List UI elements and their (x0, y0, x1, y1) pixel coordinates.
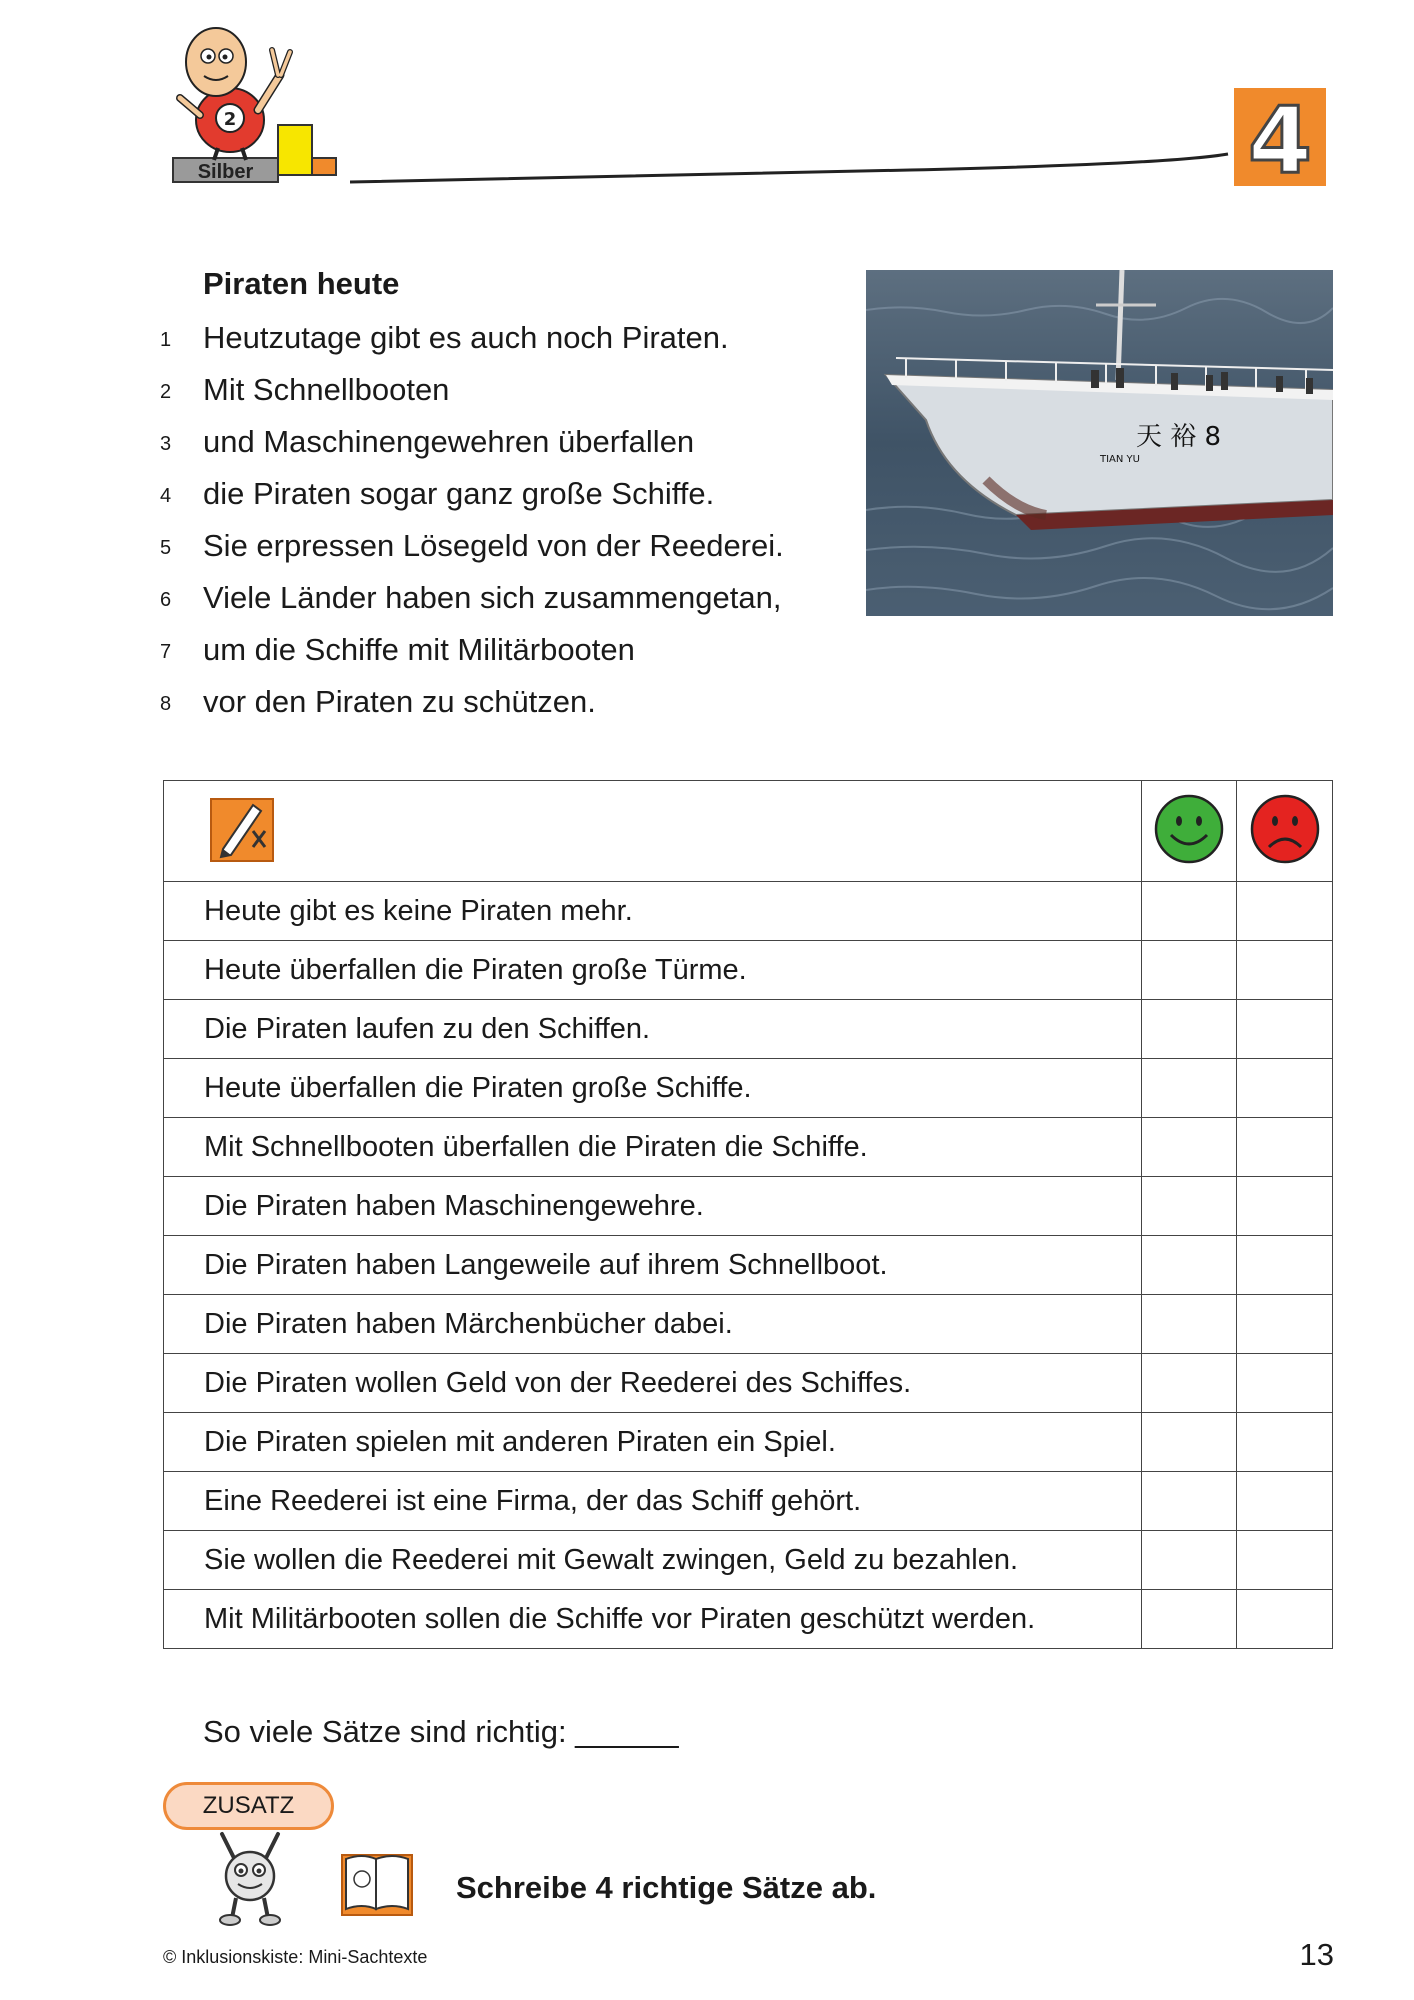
correct-checkbox[interactable] (1141, 1472, 1237, 1531)
happy-face-icon (1153, 852, 1225, 869)
wrong-checkbox[interactable] (1237, 1177, 1333, 1236)
line-text: und Maschinengewehren überfallen (203, 424, 695, 459)
correct-checkbox[interactable] (1141, 1590, 1237, 1649)
level-badge (1230, 80, 1330, 190)
book-icon (340, 1845, 415, 1917)
wrong-checkbox[interactable] (1237, 1590, 1333, 1649)
line-number: 6 (160, 589, 172, 611)
line-text: Heutzutage gibt es auch noch Piraten. (203, 320, 729, 355)
level-number: 4 (1247, 87, 1313, 190)
table-row (164, 1118, 1333, 1177)
table-row (164, 1354, 1333, 1413)
wrong-checkbox[interactable] (1237, 1413, 1333, 1472)
statement-text: Die Piraten haben Langeweile auf ihrem Schnellboot. (164, 1236, 1142, 1295)
line-number: 2 (160, 381, 172, 403)
statement-text: Heute überfallen die Piraten große Türme. (164, 941, 1142, 1000)
table-row (164, 1472, 1333, 1531)
table-row (164, 882, 1333, 941)
extra-task-text: Schreibe 4 richtige Sätze ab. (456, 1870, 877, 1905)
wrong-column-header (1237, 781, 1333, 882)
correct-checkbox[interactable] (1141, 1118, 1237, 1177)
table-row (164, 1000, 1333, 1059)
line-number: 7 (160, 641, 172, 663)
correct-checkbox[interactable] (1141, 941, 1237, 1000)
story-line (160, 468, 860, 520)
line-text: Sie erpressen Lösegeld von der Reederei. (203, 528, 784, 563)
wrong-checkbox[interactable] (1237, 1295, 1333, 1354)
ship-photo (866, 270, 1333, 616)
story-line (160, 416, 860, 468)
statement-text: Sie wollen die Reederei mit Gewalt zwingen, Geld zu bezahlen. (164, 1531, 1142, 1590)
line-text: Viele Länder haben sich zusammengetan, (203, 580, 782, 615)
copyright-text: © Inklusionskiste: Mini-Sachtexte (163, 1947, 428, 1967)
statement-text: Eine Reederei ist eine Firma, der das Schiff gehört. (164, 1472, 1142, 1531)
table-row (164, 1413, 1333, 1472)
statement-text: Die Piraten spielen mit anderen Piraten ein Spiel. (164, 1413, 1142, 1472)
statement-text: Mit Militärbooten sollen die Schiffe vor Piraten geschützt werden. (164, 1590, 1142, 1649)
wrong-checkbox[interactable] (1237, 1118, 1333, 1177)
pencil-icon (209, 795, 275, 868)
correct-checkbox[interactable] (1141, 1059, 1237, 1118)
line-number: 5 (160, 537, 172, 559)
header-divider (350, 150, 1230, 190)
statement-text: Die Piraten haben Märchenbücher dabei. (164, 1295, 1142, 1354)
story-line (160, 624, 860, 676)
wrong-checkbox[interactable] (1237, 1236, 1333, 1295)
robot-mascot-icon (200, 1828, 300, 1928)
line-number: 8 (160, 693, 172, 715)
correct-checkbox[interactable] (1141, 1000, 1237, 1059)
line-number: 1 (160, 329, 172, 351)
correct-column-header (1141, 781, 1237, 882)
sad-face-icon (1249, 852, 1321, 869)
correct-checkbox[interactable] (1141, 882, 1237, 941)
wrong-checkbox[interactable] (1237, 1531, 1333, 1590)
statement-text: Heute überfallen die Piraten große Schiffe. (164, 1059, 1142, 1118)
wrong-checkbox[interactable] (1237, 1000, 1333, 1059)
statement-text: Mit Schnellbooten überfallen die Piraten die Schiffe. (164, 1118, 1142, 1177)
correct-checkbox[interactable] (1141, 1295, 1237, 1354)
task-icon-cell (164, 781, 1142, 882)
correct-checkbox[interactable] (1141, 1177, 1237, 1236)
correct-count-prompt: So viele Sätze sind richtig: ______ (203, 1714, 679, 1749)
quiz-table (163, 780, 1333, 1649)
line-text: vor den Piraten zu schützen. (203, 684, 596, 719)
line-number: 3 (160, 433, 172, 455)
podium-silver-label: Silber (197, 161, 254, 183)
table-row (164, 1531, 1333, 1590)
wrong-checkbox[interactable] (1237, 941, 1333, 1000)
statement-text: Die Piraten haben Maschinengewehre. (164, 1177, 1142, 1236)
correct-checkbox[interactable] (1141, 1236, 1237, 1295)
story-line (160, 572, 860, 624)
wrong-checkbox[interactable] (1237, 882, 1333, 941)
table-header-row (164, 781, 1333, 882)
line-text: die Piraten sogar ganz große Schiffe. (203, 476, 715, 511)
line-number: 4 (160, 485, 172, 507)
wrong-checkbox[interactable] (1237, 1059, 1333, 1118)
story-line (160, 364, 860, 416)
correct-checkbox[interactable] (1141, 1413, 1237, 1472)
statement-text: Heute gibt es keine Piraten mehr. (164, 882, 1142, 941)
table-row (164, 1177, 1333, 1236)
story-title: Piraten heute (203, 266, 400, 301)
wrong-checkbox[interactable] (1237, 1354, 1333, 1413)
table-row (164, 1295, 1333, 1354)
wrong-checkbox[interactable] (1237, 1472, 1333, 1531)
table-row (164, 1059, 1333, 1118)
table-row (164, 1236, 1333, 1295)
story-line (160, 312, 860, 364)
ship-name: 天 裕 8 (1136, 422, 1222, 452)
story-line (160, 520, 860, 572)
line-text: Mit Schnellbooten (203, 372, 450, 407)
page-number: 13 (1299, 1937, 1334, 1972)
zusatz-badge: ZUSATZ (163, 1782, 334, 1830)
podium-place-number: 2 (223, 109, 237, 130)
story-line (160, 676, 860, 728)
line-text: um die Schiffe mit Militärbooten (203, 632, 635, 667)
statement-text: Die Piraten laufen zu den Schiffen. (164, 1000, 1142, 1059)
correct-checkbox[interactable] (1141, 1354, 1237, 1413)
statement-text: Die Piraten wollen Geld von der Reederei des Schiffes. (164, 1354, 1142, 1413)
table-row (164, 941, 1333, 1000)
table-row (164, 1590, 1333, 1649)
correct-checkbox[interactable] (1141, 1531, 1237, 1590)
ship-subname: TIAN YU (1100, 454, 1140, 465)
